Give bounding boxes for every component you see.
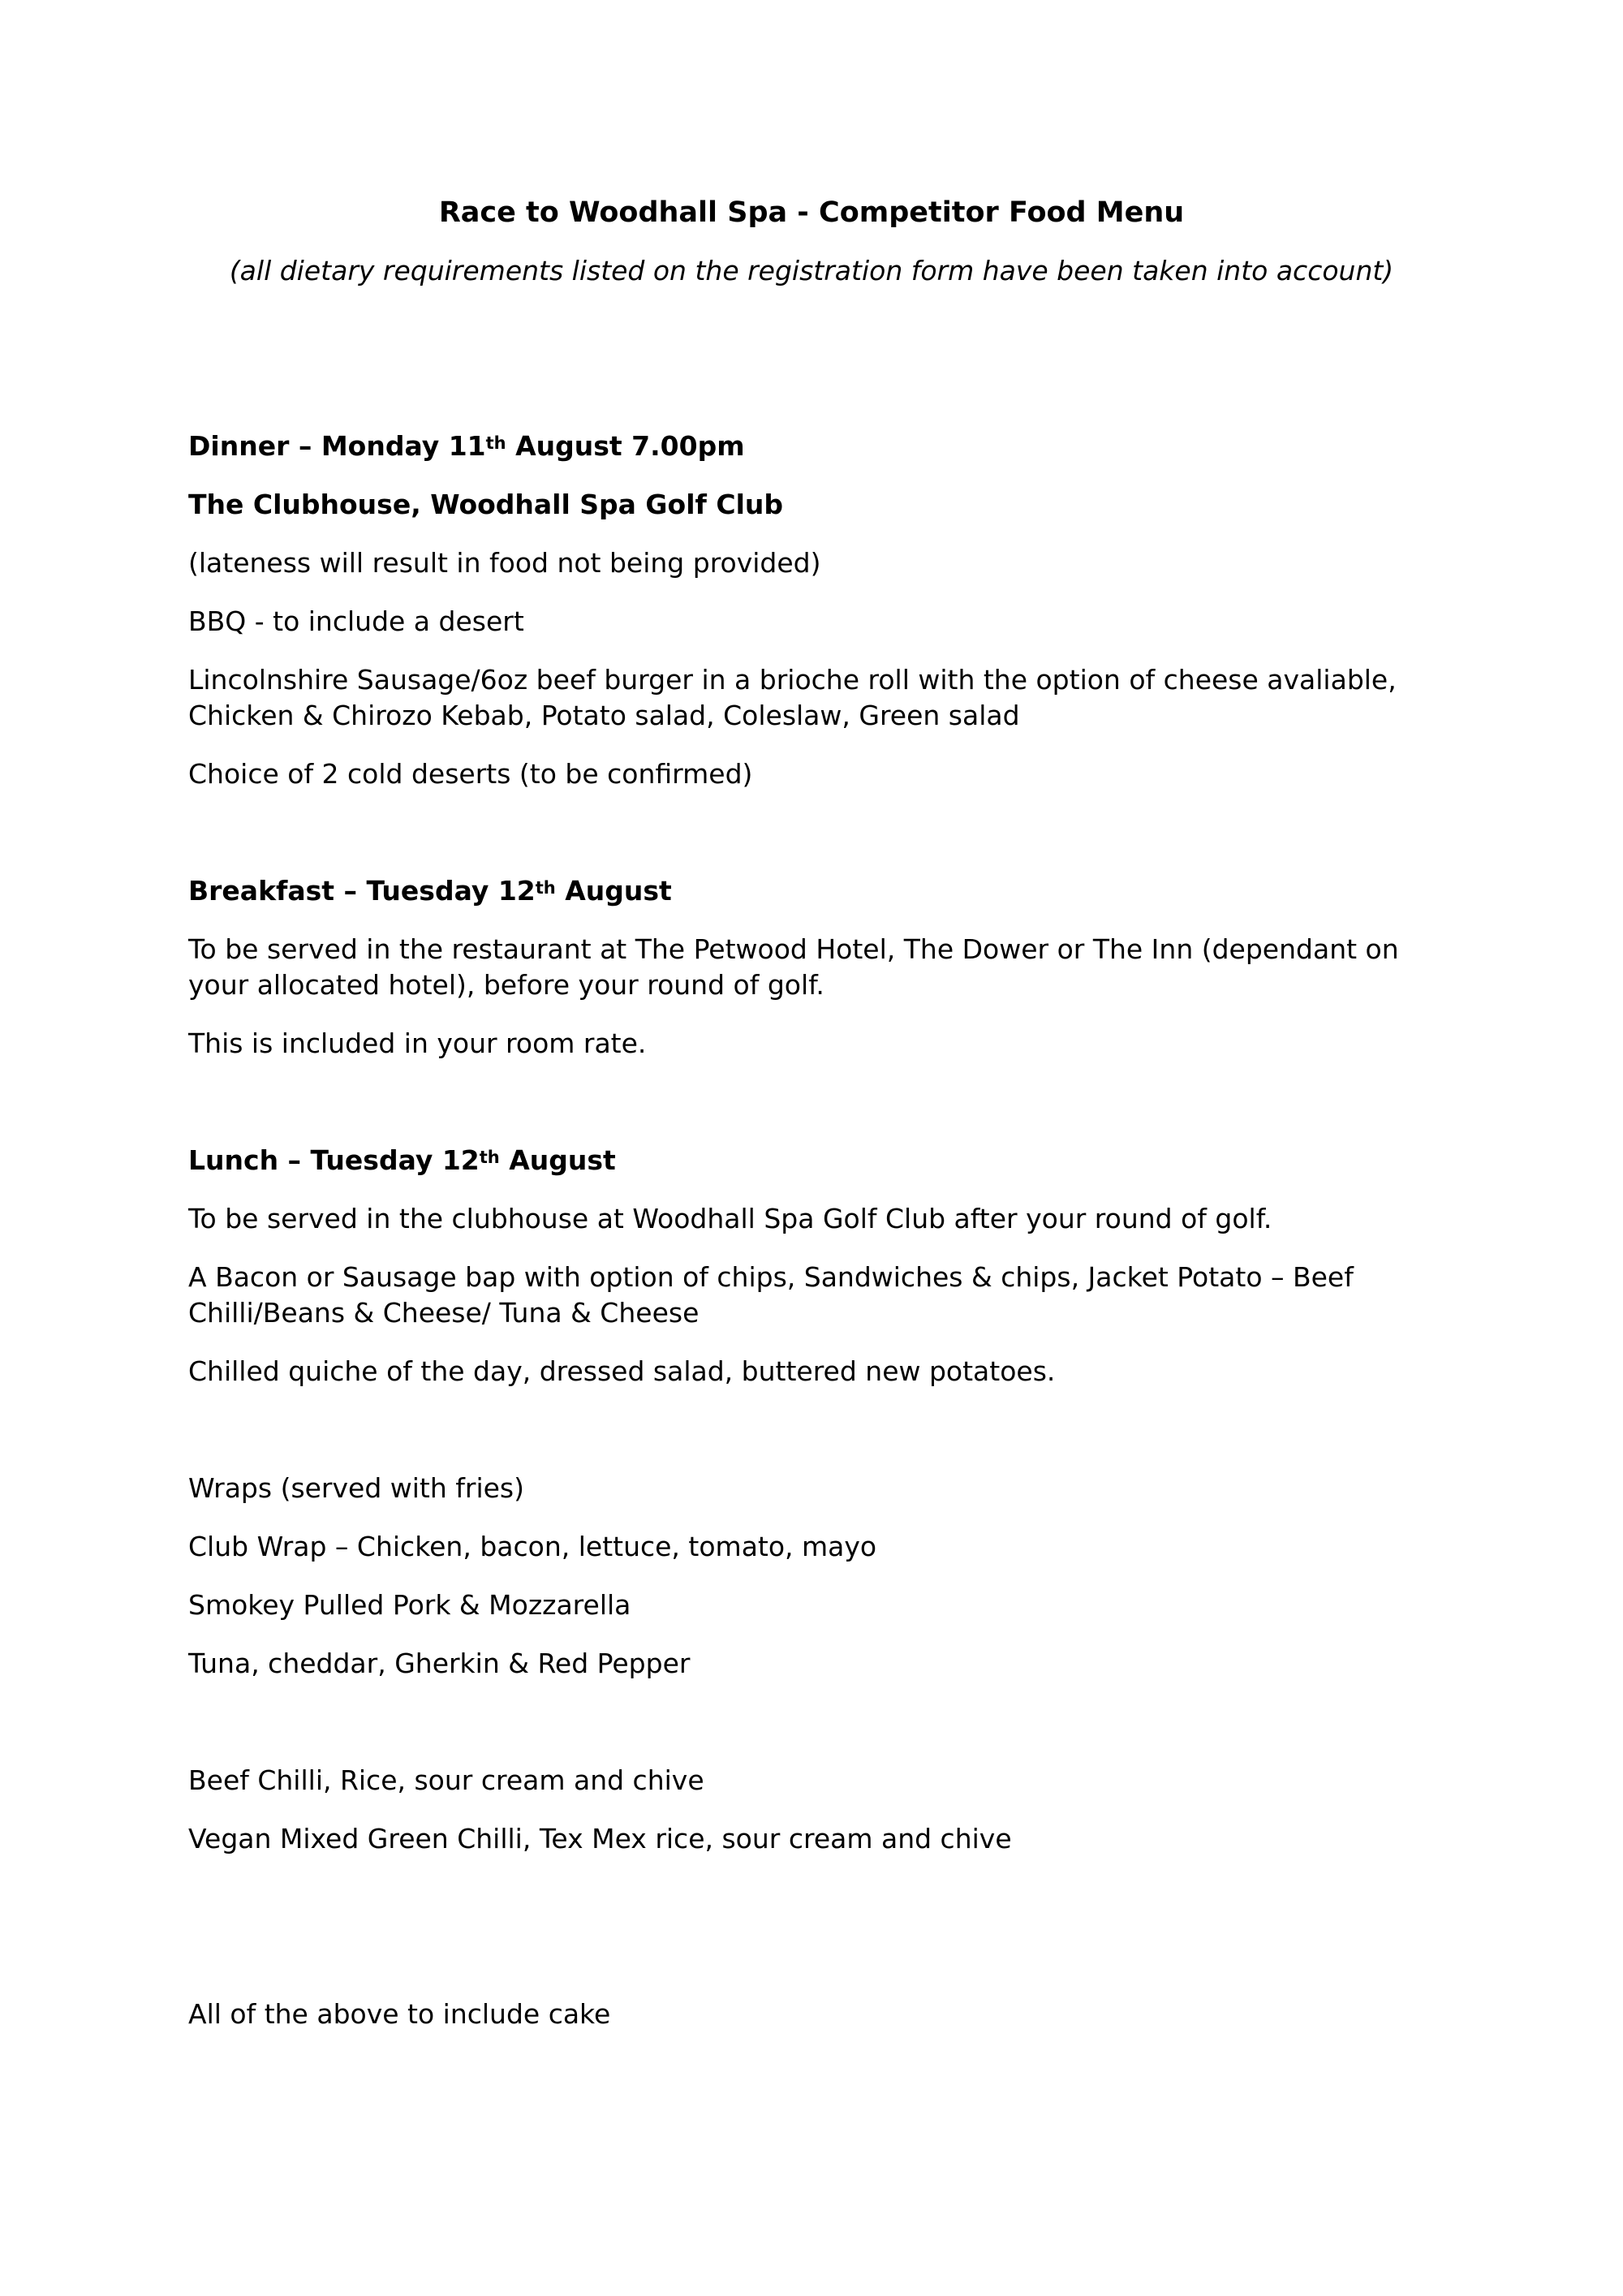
wrap-tuna: Tuna, cheddar, Gherkin & Red Pepper (188, 1648, 691, 1679)
wraps-heading: Wraps (served with fries) (188, 1472, 524, 1504)
breakfast-heading-text: Breakfast – Tuesday 12 (188, 875, 536, 907)
breakfast-heading-month: August (555, 875, 672, 907)
wrap-pulled-pork: Smokey Pulled Pork & Mozzarella (188, 1589, 631, 1621)
dietary-note: (all dietary requirements listed on the registration form have been taken into account) (229, 255, 1394, 286)
chilli-vegan: Vegan Mixed Green Chilli, Tex Mex rice, sour cream and chive (188, 1823, 1012, 1854)
dinner-venue: The Clubhouse, Woodhall Spa Golf Club (188, 489, 783, 520)
breakfast-room-rate-note: This is included in your room rate. (188, 1027, 647, 1059)
breakfast-heading-ordinal: th (535, 878, 556, 898)
dinner-desserts: Choice of 2 cold deserts (to be confirmed) (188, 758, 753, 790)
chilli-beef: Beef Chilli, Rice, sour cream and chive (188, 1764, 704, 1796)
wrap-club: Club Wrap – Chicken, bacon, lettuce, tomato, mayo (188, 1531, 877, 1562)
dinner-heading (188, 429, 1435, 464)
lunch-heading-month: August (499, 1144, 616, 1176)
cake-note: All of the above to include cake (188, 1998, 611, 2030)
lunch-serving-info: To be served in the clubhouse at Woodhall Spa Golf Club after your round of golf. (188, 1203, 1272, 1234)
dinner-heading-time: August 7.00pm (506, 430, 745, 462)
lunch-heading-text: Lunch – Tuesday 12 (188, 1144, 480, 1176)
document-title: Race to Woodhall Spa - Competitor Food Menu (438, 196, 1185, 229)
lunch-heading-ordinal: th (479, 1148, 500, 1168)
dinner-bbq-line: BBQ - to include a desert (188, 605, 524, 637)
breakfast-heading (188, 873, 1435, 909)
lunch-heading (188, 1143, 1435, 1178)
dinner-lateness-note: (lateness will result in food not being provided) (188, 547, 821, 579)
dinner-heading-text: Dinner – Monday 11 (188, 430, 486, 462)
lunch-baps-line: A Bacon or Sausage bap with option of chips, Sandwiches & chips, Jacket Potato – Beef Chilli/Beans & Cheese/ Tuna & Cheese (188, 1261, 1354, 1329)
breakfast-serving-info: To be served in the restaurant at The Petwood Hotel, The Dower or The Inn (dependant on your allocated hotel), before your round of golf. (188, 933, 1399, 1001)
lunch-quiche-line: Chilled quiche of the day, dressed salad, buttered new potatoes. (188, 1355, 1056, 1387)
dinner-mains: Lincolnshire Sausage/6oz beef burger in a brioche roll with the option of cheese avaliable, Chicken & Chirozo Kebab, Potato salad, Coleslaw, Green salad (188, 664, 1397, 731)
dinner-heading-ordinal: th (485, 433, 506, 454)
